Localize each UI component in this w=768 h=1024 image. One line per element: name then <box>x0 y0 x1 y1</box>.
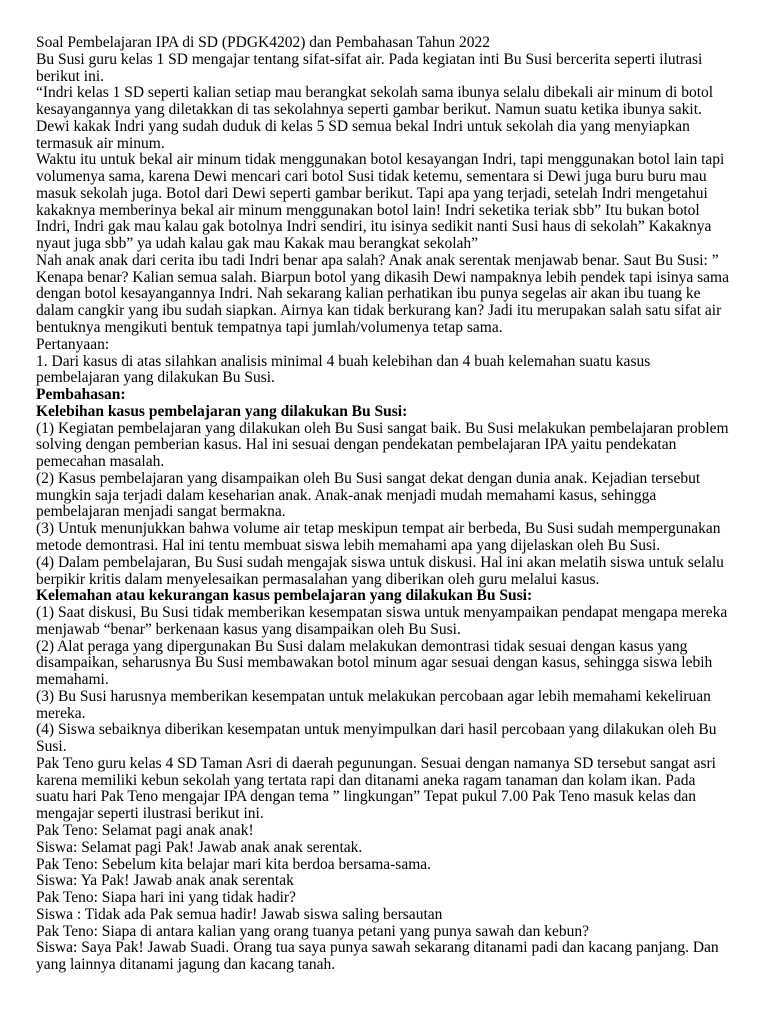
text-line: kesayangannya yang diletakkan di tas sekolahnya seperti gambar berikut. Namun suatu ketika ibunya sakit. <box>36 101 702 119</box>
text-line: disampaikan, seharusnya Bu Susi membawakan botol minum agar sesuai dengan kasus, sehingga siswa lebih <box>36 654 713 672</box>
text-line: Nah anak anak dari cerita ibu tadi Indri benar apa salah? Anak anak serentak menjawab benar. Saut Bu Susi: ” <box>36 251 719 269</box>
weaknesses-heading: Kelemahan atau kekurangan kasus pembelajaran yang dilakukan Bu Susi: <box>36 587 533 605</box>
dialogue-line <box>36 873 768 890</box>
text-line: Indri, Indri gak mau kalau gak botolnya Indri sendiri, itu isinya sedikit nanti Susi haus di sekolah” Kakaknya <box>36 218 712 236</box>
text-line: Pak Teno: Selamat pagi anak anak! <box>36 821 254 839</box>
text-line: Waktu itu untuk bekal air minum tidak menggunakan botol kesayangan Indri, tapi menggunakan botol lain tapi <box>36 151 725 169</box>
text-line: pembelajaran yang dilakukan Bu Susi. <box>36 369 275 387</box>
text-line: (4) Siswa sebaiknya diberikan kesempatan untuk menyimpulkan dari hasil percobaan yang dilakukan oleh Bu <box>36 721 717 739</box>
case-1-intro <box>36 52 768 86</box>
question-heading: Pertanyaan: <box>36 335 110 353</box>
dialogue-line <box>36 840 768 857</box>
document-title: Soal Pembelajaran IPA di SD (PDGK4202) dan Pembahasan Tahun 2022 <box>36 34 490 51</box>
text-line: Pak Teno: Siapa hari ini yang tidak hadir? <box>36 889 296 907</box>
strength-item-1 <box>36 421 768 471</box>
case-1-story-continued <box>36 152 768 253</box>
dialogue-line <box>36 940 768 974</box>
text-line: mengajar seperti ilustrasi berikut ini. <box>36 805 264 823</box>
question-item-1 <box>36 354 768 388</box>
text-line: (3) Untuk menunjukkan bahwa volume air tetap meskipun tempat air berbeda, Bu Susi sudah mempergunakan <box>36 520 721 538</box>
dialogue-line <box>36 890 768 907</box>
text-line: volumenya sama, karena Dewi mencari cari botol Susi tidak ketemu, sementara si Dewi juga buru buru mau <box>36 168 707 186</box>
text-line: (1) Saat diskusi, Bu Susi tidak memberikan kesempatan siswa untuk menyampaikan pendapat mengapa mereka <box>36 604 728 622</box>
strengths-list <box>36 421 768 589</box>
text-line: Siswa: Selamat pagi Pak! Jawab anak anak serentak. <box>36 838 363 856</box>
weakness-item-3 <box>36 689 768 723</box>
text-line: Bu Susi guru kelas 1 SD mengajar tentang sifat-sifat air. Pada kegiatan inti Bu Susi bercerita seperti ilutrasi <box>36 50 703 68</box>
text-line: (4) Dalam pembelajaran, Bu Susi sudah mengajak siswa untuk diskusi. Hal ini akan melatih siswa untuk selalu <box>36 553 724 571</box>
text-line: Siswa : Tidak ada Pak semua hadir! Jawab siswa saling bersautan <box>36 905 443 923</box>
text-line: Siswa: Ya Pak! Jawab anak anak serentak <box>36 872 294 890</box>
weakness-item-1 <box>36 605 768 639</box>
dialogue-line <box>36 823 768 840</box>
text-line: dengan botol kesayangannya Indri. Nah sekarang kalian perhatikan ibu punya segelas air akan ibu tuang ke <box>36 285 701 303</box>
text-line: berpikir kritis dalam menyelesaikan permasalahan yang diberikan oleh guru melalui kasus. <box>36 570 600 588</box>
text-line: termasuk air minum. <box>36 134 165 152</box>
case-2-dialogue <box>36 823 768 974</box>
dialogue-line <box>36 857 768 874</box>
text-line: solving dengan pemberian kasus. Hal ini sesuai dengan pendekatan pembelajaran IPA yaitu pendekatan <box>36 436 677 454</box>
case-2-intro <box>36 756 768 823</box>
text-line: Pak Teno: Siapa di antara kalian yang orang tuanya petani yang punya sawah dan kebun? <box>36 922 590 940</box>
text-line: nyaut juga sbb” ya udah kalau gak mau Kakak mau berangkat sekolah” <box>36 235 479 253</box>
text-line: karena memiliki kebun sekolah yang tertata rapi dan ditanami aneka ragam tanaman dan kolam ikan. Pada <box>36 771 696 789</box>
text-line: berikut ini. <box>36 67 105 85</box>
text-line: metode demontrasi. Hal ini tentu membuat siswa lebih memahami apa yang dijelaskan oleh Bu Susi. <box>36 536 661 554</box>
text-line: suatu hari Pak Teno mengajar IPA dengan tema ” lingkungan” Tepat pukul 7.00 Pak Teno masuk kelas dan <box>36 788 696 806</box>
text-line: Dewi kakak Indri yang sudah duduk di kelas 5 SD semua bekal Indri untuk sekolah dia yang menyiapkan <box>36 117 690 135</box>
text-line: yang lainnya ditanami jagung dan kacang tanah. <box>36 956 336 974</box>
text-line: dalam cangkir yang ibu sudah siapkan. Airnya kan tidak berkurang kan? Jadi itu merupakan salah satu sifat air <box>36 302 722 320</box>
text-line: Susi. <box>36 738 67 756</box>
case-1-teacher-response <box>36 253 768 337</box>
dialogue-line <box>36 907 768 924</box>
text-line: pemecahan masalah. <box>36 453 165 471</box>
text-line: (2) Kasus pembelajaran yang disampaikan oleh Bu Susi sangat dekat dengan dunia anak. Kejadian tersebut <box>36 469 701 487</box>
text-line: pembelajaran menjadi sangat bermakna. <box>36 503 286 521</box>
weaknesses-list <box>36 605 768 756</box>
strength-item-4 <box>36 555 768 589</box>
text-line: mungkin saja terjadi dalam keseharian anak. Anak-anak menjadi mudah memahami kasus, sehingga <box>36 486 657 504</box>
text-line: (2) Alat peraga yang dipergunakan Bu Susi dalam melakukan demontrasi tidak sesuai dengan kasus yang <box>36 637 688 655</box>
case-1-story <box>36 85 768 152</box>
strengths-heading: Kelebihan kasus pembelajaran yang dilakukan Bu Susi: <box>36 402 408 420</box>
text-line: “Indri kelas 1 SD seperti kalian setiap mau berangkat sekolah sama ibunya selalu dibekali air minum di botol <box>36 84 714 102</box>
text-line: Kenapa benar? Kalian semua salah. Biarpun botol yang dikasih Dewi nampaknya lebih pendek tapi isinya sama <box>36 268 729 286</box>
text-line: memahami. <box>36 671 109 689</box>
dialogue-line <box>36 924 768 941</box>
weakness-item-4 <box>36 722 768 756</box>
text-line: mereka. <box>36 704 86 722</box>
text-line: menjawab “benar” berkenaan kasus yang disampaikan oleh Bu Susi. <box>36 620 461 638</box>
strength-item-2 <box>36 471 768 521</box>
discussion-heading: Pembahasan: <box>36 386 126 404</box>
text-line: bentuknya mengikuti bentuk tempatnya tapi jumlah/volumenya tetap sama. <box>36 319 503 337</box>
text-line: 1. Dari kasus di atas silahkan analisis minimal 4 buah kelebihan dan 4 buah kelemahan suatu kasus <box>36 352 651 370</box>
text-line: Pak Teno: Sebelum kita belajar mari kita berdoa bersama-sama. <box>36 855 432 873</box>
strength-item-3 <box>36 521 768 555</box>
text-line: kakaknya memberinya bekal air minum menggunakan botol lain! Indri seketika teriak sbb” Itu bukan botol <box>36 201 700 219</box>
weakness-item-2 <box>36 639 768 689</box>
text-line: (3) Bu Susi harusnya memberikan kesempatan untuk melakukan percobaan agar lebih memahami kekeliruan <box>36 687 711 705</box>
text-line: Siswa: Saya Pak! Jawab Suadi. Orang tua saya punya sawah sekarang ditanami padi dan kacang panjang. Dan <box>36 939 719 957</box>
text-line: (1) Kegiatan pembelajaran yang dilakukan oleh Bu Susi sangat baik. Bu Susi melakukan pembelajaran problem <box>36 419 729 437</box>
text-line: masuk sekolah juga. Botol dari Dewi seperti gambar berikut. Tapi apa yang terjadi, setelah Indri mengetahui <box>36 184 708 202</box>
text-line: Pak Teno guru kelas 4 SD Taman Asri di daerah pegunungan. Sesuai dengan namanya SD tersebut sangat asri <box>36 754 716 772</box>
